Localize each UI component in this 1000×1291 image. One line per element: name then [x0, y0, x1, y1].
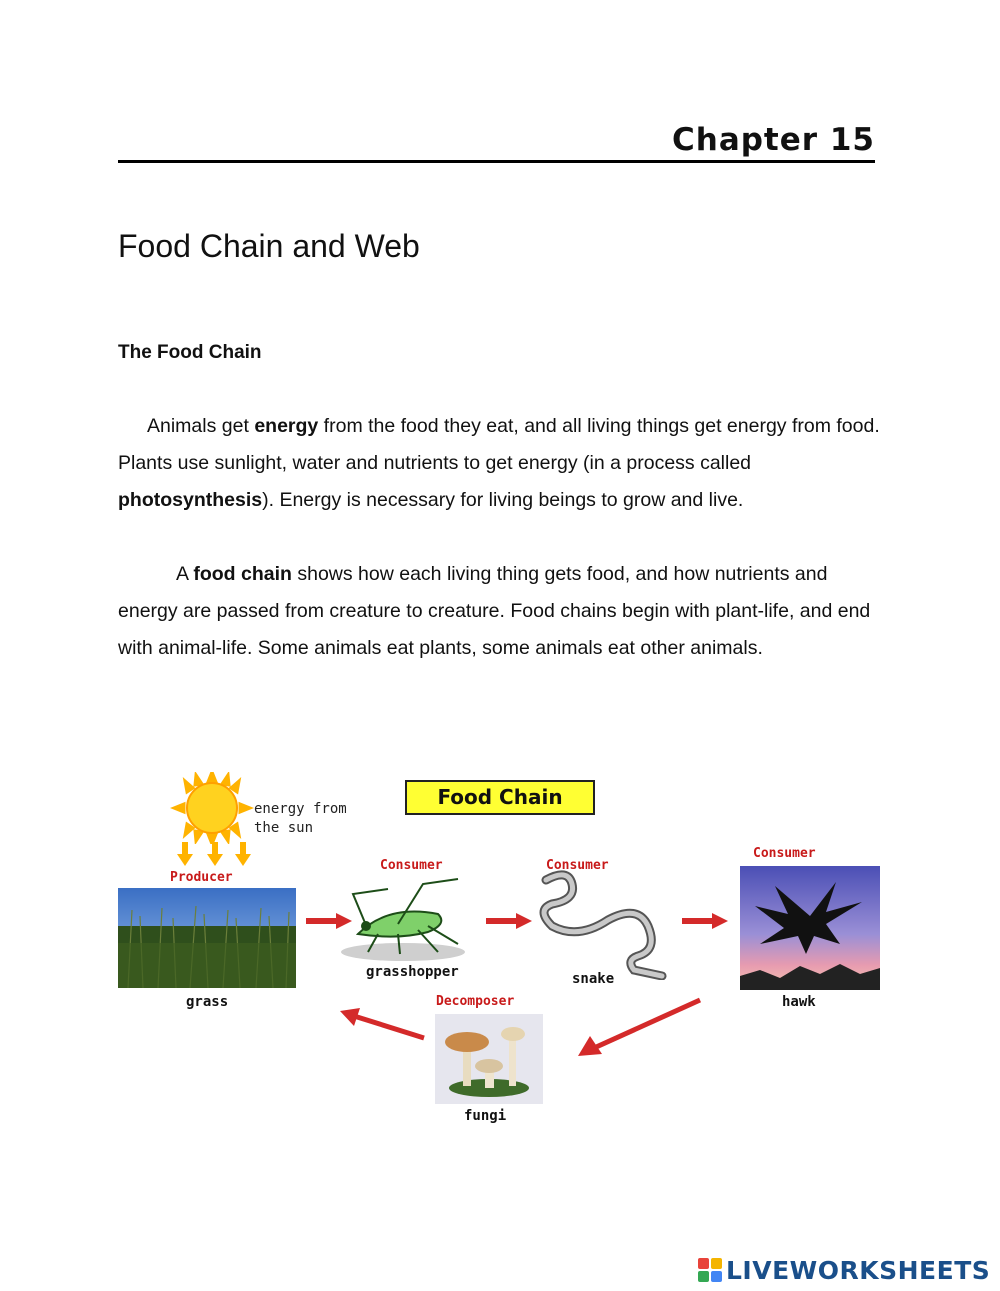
sun-icon: [170, 772, 254, 844]
fungi-image: [435, 1014, 543, 1104]
page-title: Food Chain and Web: [118, 228, 420, 264]
liveworksheets-logo: [698, 1255, 990, 1285]
hawk-caption: hawk: [782, 994, 816, 1010]
paragraph-energy: [118, 408, 888, 519]
logo-square: [698, 1271, 709, 1282]
decomposer-label: Decomposer: [436, 994, 515, 1009]
sunlight-arrows-icon: [176, 842, 254, 868]
food-chain-diagram: [110, 770, 890, 1140]
keyword-food-chain: food chain: [193, 563, 292, 585]
paragraph-text: shows how each living thing gets food, and how nutrients and energy are passed from creature to creature. Food chains begin with plant-life, and end with animal-life. Some animals eat plants, some animals eat other animals.: [118, 563, 871, 659]
sun-caption: [254, 800, 347, 838]
logo-square: [711, 1271, 722, 1282]
hawk-image: [740, 866, 880, 990]
paragraph-text: from the food they eat, and all living things get energy from food. Plants use sunlight, water and nutrients to get energy (in a process called: [118, 415, 880, 474]
grasshopper-caption: grasshopper: [366, 964, 459, 980]
consumer-label-snake: Consumer: [546, 858, 609, 873]
paragraph-text: A: [176, 563, 194, 585]
paragraph-food-chain: [118, 556, 888, 667]
producer-label: Producer: [170, 870, 233, 885]
sun-caption-line: energy from: [254, 801, 347, 817]
arrow-right-icon: [486, 912, 532, 930]
consumer-label-hawk: Consumer: [753, 846, 816, 861]
snake-caption: snake: [572, 971, 615, 987]
diagram-title-box: Food Chain: [405, 780, 595, 815]
keyword-energy: energy: [254, 415, 319, 437]
arrow-left-icon: [338, 1008, 428, 1042]
grass-image: [118, 888, 296, 988]
arrow-right-icon: [682, 912, 728, 930]
arrow-right-icon: [306, 912, 352, 930]
paragraph-text: Animals get: [147, 415, 255, 437]
logo-mark-icon: [698, 1258, 722, 1282]
sun-caption-line: the sun: [254, 820, 314, 836]
arrow-down-left-icon: [576, 996, 704, 1058]
paragraph-text: ). Energy is necessary for living beings to grow and live.: [262, 489, 744, 511]
logo-square: [698, 1258, 709, 1269]
section-heading: The Food Chain: [118, 342, 262, 363]
grass-caption: grass: [186, 994, 229, 1010]
chapter-header-rule: [118, 118, 875, 163]
keyword-photosynthesis: photosynthesis: [118, 489, 263, 511]
fungi-caption: fungi: [464, 1108, 507, 1124]
logo-text: LIVEWORKSHEETS: [726, 1255, 991, 1285]
snake-image: [538, 870, 678, 980]
consumer-label-grasshopper: Consumer: [380, 858, 443, 873]
logo-square: [711, 1258, 722, 1269]
chapter-number: Chapter 15: [672, 122, 875, 158]
